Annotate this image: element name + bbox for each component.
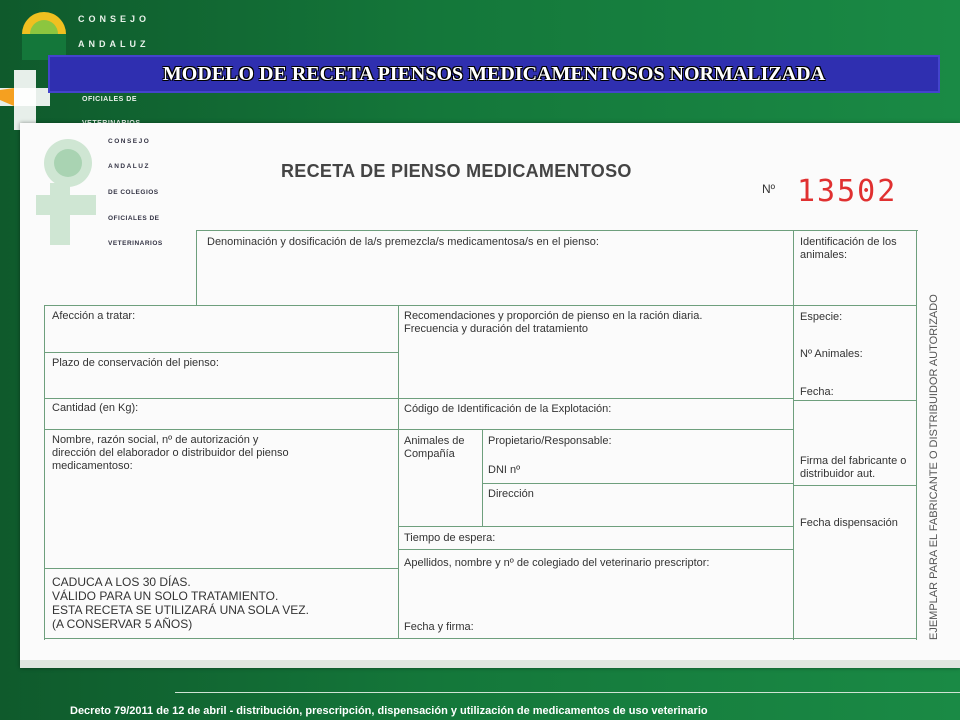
apellidos-label: Apellidos, nombre y nº de colegiado del veterinario prescriptor: xyxy=(404,557,710,569)
fecha-dispensacion-label: Fecha dispensación xyxy=(800,517,898,529)
line xyxy=(398,526,793,527)
caduca-line-2: VÁLIDO PARA UN SOLO TRATAMIENTO. xyxy=(52,589,279,603)
caduca-line-3: ESTA RECETA SE UTILIZARÁ UNA SOLA VEZ. xyxy=(52,603,309,617)
line xyxy=(44,568,398,569)
footer-divider xyxy=(175,692,960,693)
propietario-label: Propietario/Responsable: xyxy=(488,435,612,447)
line xyxy=(793,230,794,640)
line xyxy=(196,230,197,306)
line xyxy=(398,549,793,550)
number-label: Nº xyxy=(762,182,776,196)
side-copy-label: EJEMPLAR PARA EL FABRICANTE O DISTRIBUIDOR AUTORIZADO xyxy=(928,294,940,640)
line xyxy=(44,305,917,306)
firma-label-2: distribuidor aut. xyxy=(800,468,876,480)
form-bottom-edge xyxy=(20,660,960,668)
title-banner xyxy=(48,55,940,93)
nombre-label-2: dirección del elaborador o distribuidor del pienso xyxy=(52,447,289,459)
form-logo-icon xyxy=(36,133,106,248)
direccion-label: Dirección xyxy=(488,488,534,500)
form-logo-line1: CONSEJO xyxy=(108,138,151,145)
form-logo-line5: VETERINARIOS xyxy=(108,240,163,247)
plazo-label: Plazo de conservación del pienso: xyxy=(52,357,219,369)
line xyxy=(44,429,793,430)
line xyxy=(793,400,916,401)
form-logo-line2: ANDALUZ xyxy=(108,163,150,170)
recomendaciones-label-2: Frecuencia y duración del tratamiento xyxy=(404,323,589,335)
firma-label-1: Firma del fabricante o xyxy=(800,455,907,467)
footer-text: Decreto 79/2011 de 12 de abril - distribución, prescripción, dispensación y utilización de medicamentos de uso veterinario xyxy=(70,705,708,717)
recomendaciones-label-1: Recomendaciones y proporción de pienso en la ración diaria. xyxy=(404,310,703,322)
cantidad-label: Cantidad (en Kg): xyxy=(52,402,139,414)
logo-line3: OFICIALES DE xyxy=(82,96,138,103)
tiempo-espera-label: Tiempo de espera: xyxy=(404,532,496,544)
line xyxy=(482,429,483,526)
sun-logo-icon xyxy=(14,0,74,60)
form-number: 13502 xyxy=(797,174,898,209)
nombre-label-3: medicamentoso: xyxy=(52,460,133,472)
form-heading: RECETA DE PIENSO MEDICAMENTOSO xyxy=(281,161,632,181)
line xyxy=(398,305,399,639)
form-logo-line4: OFICIALES DE xyxy=(108,215,160,222)
afeccion-label: Afección a tratar: xyxy=(52,310,136,322)
codigo-label: Código de Identificación de la Explotación: xyxy=(404,403,612,415)
nombre-label-1: Nombre, razón social, nº de autorización y xyxy=(52,434,259,446)
line xyxy=(482,483,793,484)
logo-line1: CONSEJO xyxy=(78,14,151,24)
line xyxy=(44,305,45,640)
fecha-firma-label: Fecha y firma: xyxy=(404,621,474,633)
line xyxy=(44,638,917,639)
line xyxy=(44,352,398,353)
caduca-line-4: (A CONSERVAR 5 AÑOS) xyxy=(52,617,193,631)
n-animales-label: Nº Animales: xyxy=(800,348,863,360)
denominacion-label: Denominación y dosificación de la/s premezcla/s medicamentosa/s en el pienso: xyxy=(207,236,599,248)
form-logo-line3: DE COLEGIOS xyxy=(108,189,159,196)
logo-line2: ANDALUZ xyxy=(78,39,150,49)
animales-label-2: Compañía xyxy=(404,448,455,460)
identificacion-label: Identificación de los animales: xyxy=(800,236,897,261)
line xyxy=(196,230,918,231)
line xyxy=(44,398,793,399)
animales-label-1: Animales de xyxy=(404,435,465,447)
especie-label: Especie: xyxy=(800,311,843,323)
fecha-label: Fecha: xyxy=(800,386,834,398)
line xyxy=(793,485,916,486)
slide-title: MODELO DE RECETA PIENSOS MEDICAMENTOSOS NORMALIZADA xyxy=(162,62,826,85)
dni-label: DNI nº xyxy=(488,464,521,476)
caduca-line-1: CADUCA A LOS 30 DÍAS. xyxy=(52,575,191,589)
line xyxy=(916,230,917,640)
